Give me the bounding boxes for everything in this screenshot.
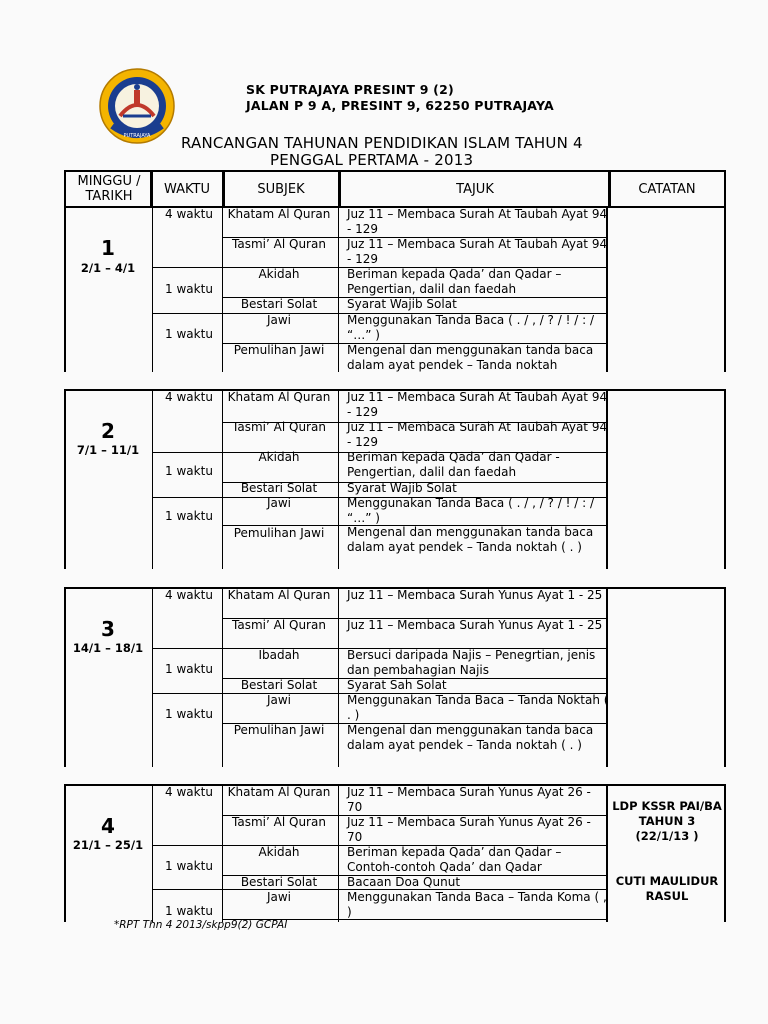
subject-cell: Jawi [266,890,292,904]
catatan-note-ldp: LDP KSSR PAI/BA TAHUN 3 (22/1/13 ) [612,799,722,843]
waktu-cell: 1 waktu [165,327,213,341]
subject-cell: Akidah [258,267,300,281]
waktu-cell: 4 waktu [165,785,213,799]
subject-cell: Jawi [266,313,292,327]
col-minggu: MINGGU / TARIKH [77,174,141,204]
waktu-cell: 1 waktu [165,464,213,478]
topic-cell: Juz 11 – Membaca Surah Yunus Ayat 26 - 70 [347,815,591,844]
catatan-note-cuti: CUTI MAULIDUR RASUL [615,874,719,903]
subject-cell: Pemulihan Jawi [233,526,325,540]
topic-cell: Juz 11 – Membaca Surah At Taubah Ayat 94 - 129 [347,390,608,419]
subject-cell: Khatam Al Quran [227,390,331,404]
week-date: 7/1 – 11/1 [76,443,140,457]
col-divider [608,172,611,206]
topic-cell: Menggunakan Tanda Baca – Tanda Noktah ( . ) [347,693,609,722]
subject-cell: Khatam Al Quran [227,207,331,221]
waktu-cell: 4 waktu [165,588,213,602]
waktu-cell: 1 waktu [165,904,213,918]
topic-cell: Beriman kepada Qada’ dan Qadar - Pengertian, dalil dan faedah [347,450,560,479]
topic-cell: Juz 11 – Membaca Surah At Taubah Ayat 94 - 129 [347,237,608,266]
waktu-cell: 4 waktu [165,207,213,221]
logo-text: PUTRAJAYA [123,133,151,139]
week-block-2 [64,389,726,569]
week-block-1 [64,206,726,372]
subject-cell: Akidah [258,845,300,859]
week-number: 1 [101,236,115,260]
subject-cell: Bestari Solat [240,297,318,311]
topic-cell: Syarat Sah Solat [347,678,447,692]
col-subjek: SUBJEK [257,181,305,197]
subject-cell: Tasmi’ Al Quran [232,815,326,829]
topic-cell: Menggunakan Tanda Baca ( . / , / ? / ! / : / “…” ) [347,313,594,342]
week-number: 4 [101,814,115,838]
subject-cell: Pemulihan Jawi [233,723,325,737]
week-date: 21/1 – 25/1 [72,838,144,852]
week-block-4 [64,784,726,922]
school-address: JALAN P 9 A, PRESINT 9, 62250 PUTRAJAYA [246,98,554,113]
waktu-cell: 1 waktu [165,859,213,873]
week-block-3 [64,587,726,767]
subject-cell: Pemulihan Jawi [233,343,325,357]
subject-cell: Khatam Al Quran [227,785,331,799]
col-divider [222,172,225,206]
waktu-cell: 1 waktu [165,509,213,523]
subject-cell: Akidah [258,450,300,464]
week-date: 2/1 – 4/1 [80,261,136,275]
school-header [246,82,554,114]
subject-cell: Tasmi’ Al Quran [232,618,326,632]
subject-cell: Jawi [266,496,292,510]
subject-cell: Tasmi’ Al Quran [232,420,326,434]
waktu-cell: 1 waktu [165,282,213,296]
topic-cell: Beriman kepada Qada’ dan Qadar – Pengertian, dalil dan faedah [347,267,562,296]
subject-cell: Bestari Solat [240,875,318,889]
subject-cell: Ibadah [258,648,300,662]
col-divider [338,172,341,206]
waktu-cell: 1 waktu [165,707,213,721]
school-name: SK PUTRAJAYA PRESINT 9 (2) [246,82,454,97]
waktu-cell: 1 waktu [165,662,213,676]
topic-cell: Mengenal dan menggunakan tanda baca dalam ayat pendek – Tanda noktah ( . ) [347,723,594,752]
footer-reference: *RPT Thn 4 2013/skpp9(2) GCPAI [114,919,288,931]
topic-cell: Juz 11 – Membaca Surah Yunus Ayat 26 - 70 [347,785,591,814]
topic-cell: Bersuci daripada Najis – Penegrtian, jenis dan pembahagian Najis [347,648,596,677]
topic-cell: Bacaan Doa Qunut [347,875,461,889]
col-divider [150,172,153,206]
week-date: 14/1 – 18/1 [72,641,144,655]
subject-cell: Jawi [266,693,292,707]
topic-cell: Mengenal dan menggunakan tanda baca dalam ayat pendek – Tanda noktah ( . ) [347,525,594,554]
col-tajuk: TAJUK [456,181,494,197]
subject-cell: Khatam Al Quran [227,588,331,602]
subject-cell: Bestari Solat [240,678,318,692]
subject-cell: Bestari Solat [240,481,318,495]
topic-cell: Menggunakan Tanda Baca ( . / , / ? / ! / : / “…” ) [347,496,594,525]
topic-cell: Juz 11 – Membaca Surah Yunus Ayat 1 - 25 [347,618,603,632]
col-waktu: WAKTU [163,181,210,197]
topic-cell: Menggunakan Tanda Baca – Tanda Koma ( , ) [347,890,607,919]
topic-cell: Juz 11 – Membaca Surah At Taubah Ayat 94 - 129 [347,420,608,449]
school-logo [98,66,176,146]
topic-cell: Syarat Wajib Solat [347,481,457,495]
table-header [64,170,726,208]
document-title: RANCANGAN TAHUNAN PENDIDIKAN ISLAM TAHUN 4 [181,134,583,152]
topic-cell: Syarat Wajib Solat [347,297,457,311]
week-number: 3 [101,617,115,641]
topic-cell: Juz 11 – Membaca Surah At Taubah Ayat 94 - 129 [347,207,608,236]
week-number: 2 [101,419,115,443]
col-catatan: CATATAN [638,181,696,197]
topic-cell: Mengenal dan menggunakan tanda baca dalam ayat pendek – Tanda noktah [347,343,594,372]
document-subtitle: PENGGAL PERTAMA - 2013 [270,151,474,169]
topic-cell: Juz 11 – Membaca Surah Yunus Ayat 1 - 25 [347,588,603,602]
subject-cell: Tasmi’ Al Quran [232,237,326,251]
waktu-cell: 4 waktu [165,390,213,404]
topic-cell: Beriman kepada Qada’ dan Qadar – Contoh-contoh Qada’ dan Qadar [347,845,562,874]
